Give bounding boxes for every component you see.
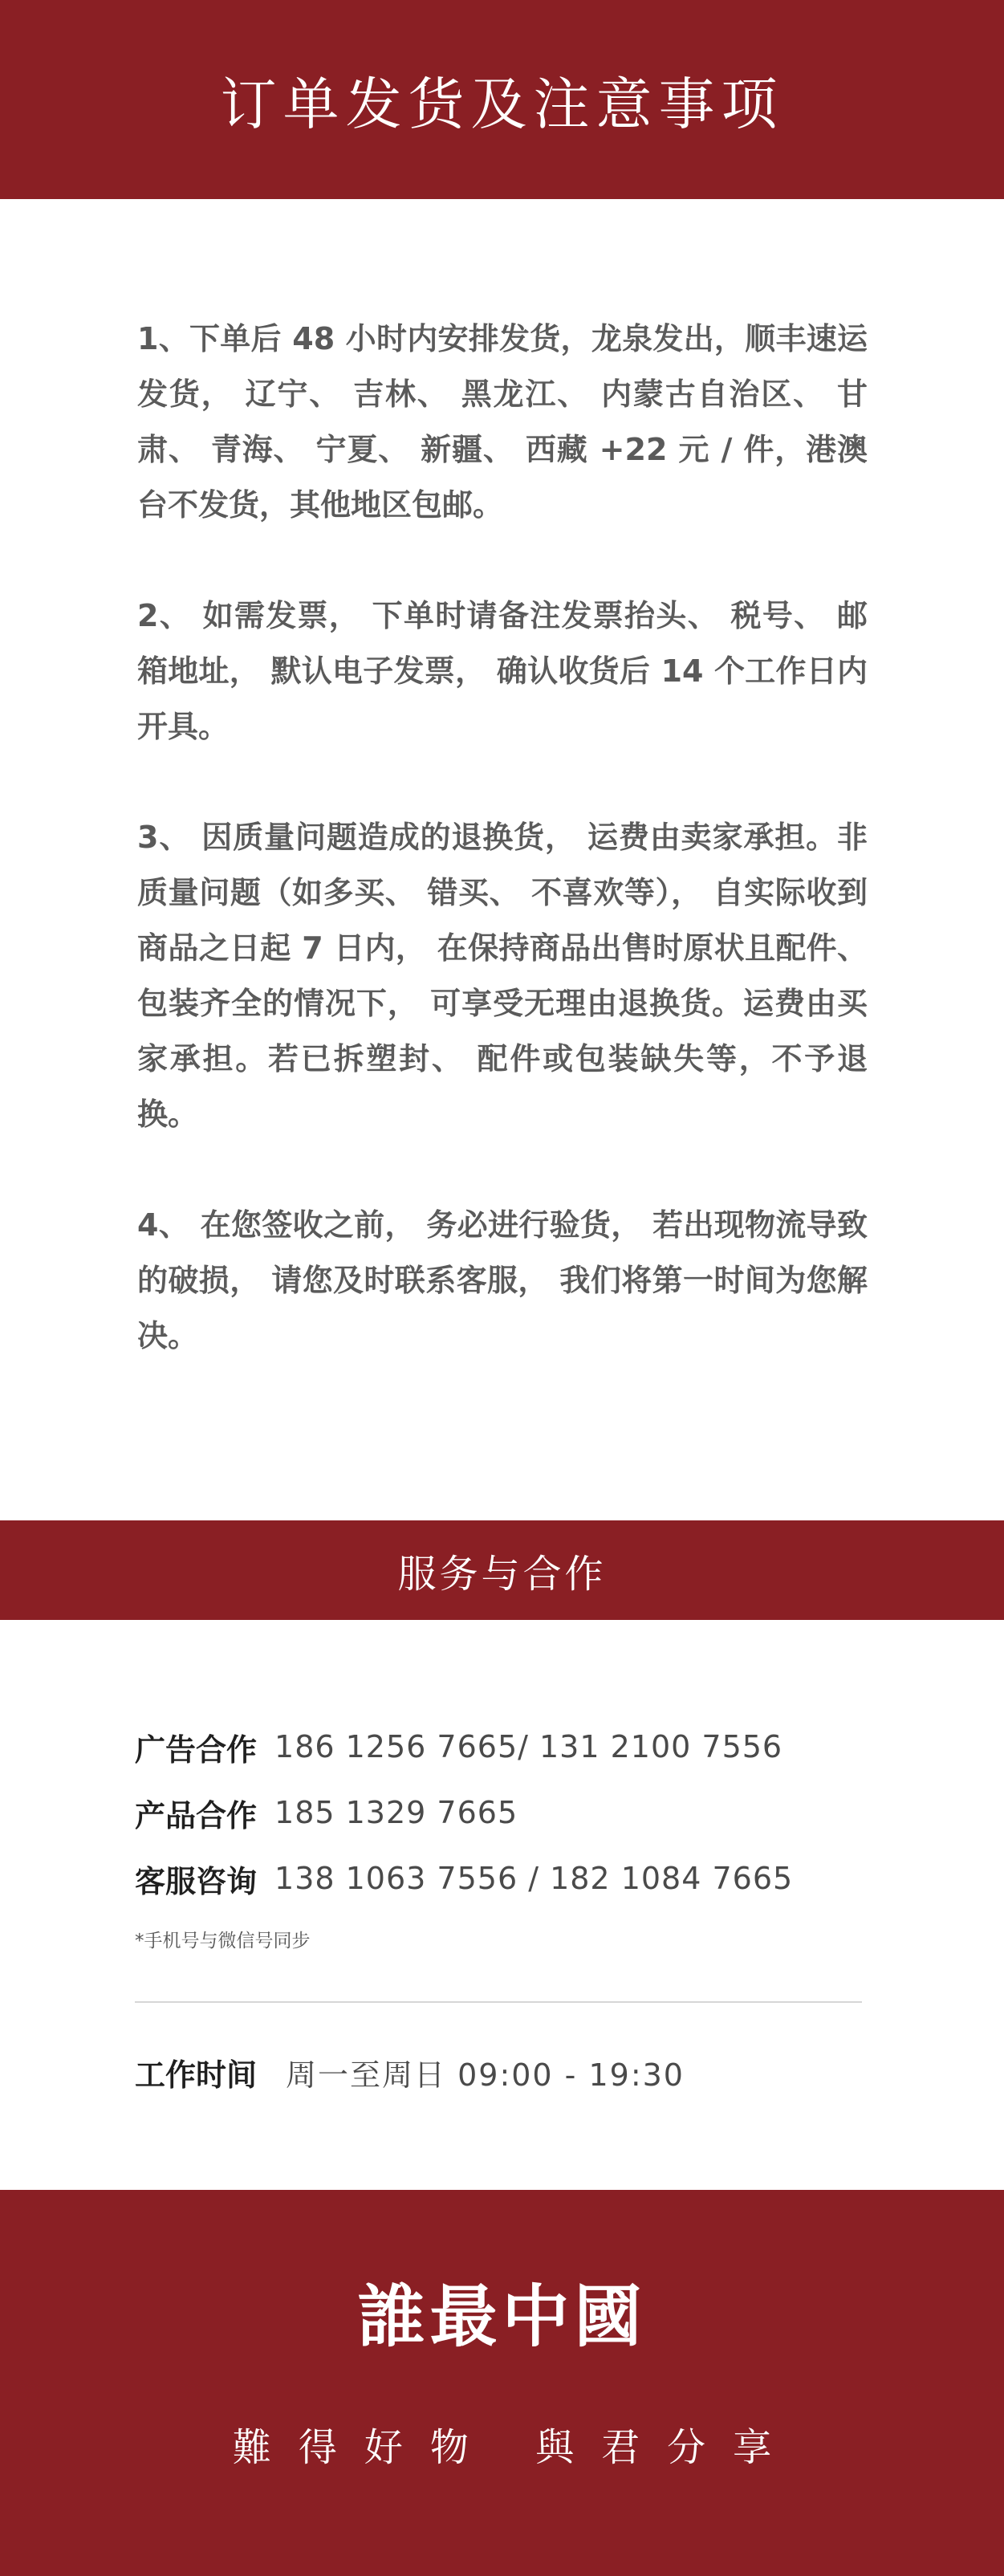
wechat-footnote: *手机号与微信号同步: [135, 1931, 311, 1951]
contact-phone[interactable]: 186 1256 7665/ 131 2100 7556: [274, 1729, 783, 1764]
service-title: 服务与合作: [397, 1551, 607, 1597]
header-banner: [0, 0, 1004, 199]
notice-invoice: 2、 如需发票， 下单时请备注发票抬头、 税号、 邮箱地址， 默认电子发票， 确认收货后 14 个工作日内开具。: [137, 598, 868, 744]
working-hours: [135, 2039, 685, 2105]
notice-inspection: 4、 在您签收之前， 务必进行验货， 若出现物流导致的破损， 请您及时联系客服， 我们将第一时间为您解决。: [137, 1207, 868, 1353]
contact-label: 产品合作: [135, 1797, 258, 1833]
contact-phone[interactable]: 185 1329 7665: [274, 1795, 518, 1830]
hours-label: 工作时间: [135, 2057, 258, 2093]
notice-list: [137, 311, 868, 1364]
service-banner: [0, 1520, 1004, 1620]
notice-returns: 3、 因质量问题造成的退换货， 运费由卖家承担。非质量问题（如多买、 错买、 不喜欢等）， 自实际收到商品之日起 7 日内， 在保持商品出售时原状且配件、 包装齐全的情况下， 可享受无理由退换货。运费由买家承担。若已拆塑封、 配件或包装缺失等，不予退换。: [137, 820, 868, 1132]
page-title: 订单发货及注意事项: [220, 71, 784, 137]
hours-value: 周一至周日 09:00 - 19:30: [286, 2057, 685, 2093]
contact-label: 客服咨询: [135, 1863, 258, 1899]
contact-row-product: [135, 1780, 867, 1846]
contact-list: [135, 1714, 867, 1952]
notice-shipping: 1、下单后 48 小时内安排发货，龙泉发出，顺丰速运发货， 辽宁、 吉林、 黑龙江、 内蒙古自治区、 甘肃、 青海、 宁夏、 新疆、 西藏 +22 元 / 件，港澳台不发货，其他地区包邮。: [137, 321, 868, 523]
brand-slogan: 難得好物 與君分享: [232, 2424, 799, 2470]
contact-label: 广告合作: [135, 1732, 258, 1768]
brand-logo: 誰最中國: [357, 2276, 647, 2356]
contact-row-advertising: [135, 1714, 867, 1780]
footer-banner: [0, 2190, 1004, 2576]
contact-phone[interactable]: 138 1063 7556 / 182 1084 7665: [274, 1861, 794, 1896]
divider: [135, 2001, 862, 2003]
contact-row-support: [135, 1846, 867, 1911]
